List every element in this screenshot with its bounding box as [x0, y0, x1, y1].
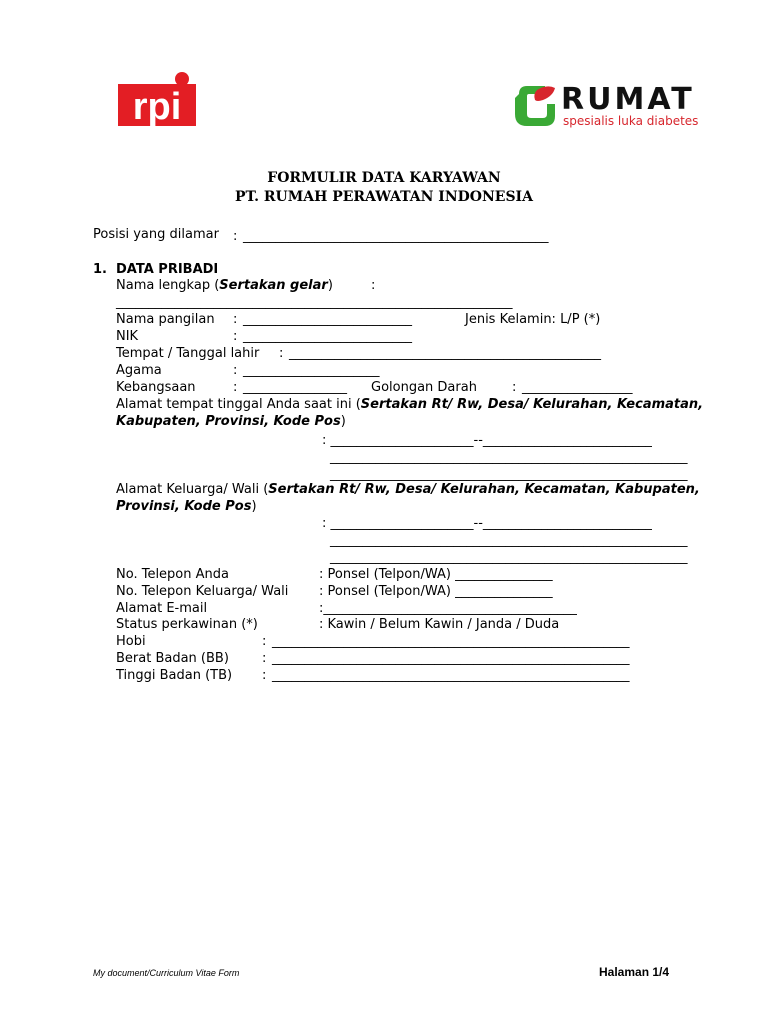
- nik-field[interactable]: __________________________: [243, 329, 412, 344]
- telepon-keluarga-label: No. Telepon Keluarga/ Wali: [116, 584, 289, 599]
- rumat-logo-text: RUMAT: [561, 82, 695, 117]
- berat-label: Berat Badan (BB): [116, 651, 229, 666]
- ttl-field[interactable]: ________________________________________________: [289, 346, 601, 361]
- telepon-keluarga-field[interactable]: : Ponsel (Telpon/WA) _______________: [319, 584, 553, 599]
- alamat-keluarga-field-1[interactable]: : ______________________--__________________________: [322, 516, 652, 531]
- alamat-keluarga-label: Alamat Keluarga/ Wali (Sertakan Rt/ Rw, Desa/ Kelurahan, Kecamatan, Kabupaten,: [116, 482, 700, 497]
- status-field[interactable]: : Kawin / Belum Kawin / Janda / Duda: [319, 617, 560, 632]
- hobi-colon: :: [262, 634, 267, 649]
- nik-label: NIK: [116, 329, 139, 344]
- rumat-tagline: spesialis luka diabetes: [563, 114, 699, 128]
- posisi-label: Posisi yang dilamar: [93, 227, 219, 242]
- footer-document-name: My document/Curriculum Vitae Form: [93, 968, 240, 978]
- ttl-label: Tempat / Tanggal lahir: [116, 346, 260, 361]
- posisi-colon: :: [233, 229, 238, 244]
- form-title: FORMULIR DATA KARYAWAN: [267, 170, 501, 186]
- company-title: PT. RUMAH PERAWATAN INDONESIA: [235, 189, 533, 205]
- agama-label: Agama: [116, 363, 162, 378]
- tinggi-field[interactable]: _______________________________________________________: [272, 668, 630, 683]
- hobi-label: Hobi: [116, 634, 146, 649]
- email-field[interactable]: :_______________________________________: [319, 601, 577, 616]
- nama-pangilan-field[interactable]: __________________________: [243, 312, 412, 327]
- ttl-colon: :: [279, 346, 284, 361]
- golongan-darah-label: Golongan Darah: [371, 380, 477, 395]
- rpi-logo-text: rpi: [132, 86, 182, 126]
- alamat-field-2[interactable]: _______________________________________________________: [330, 450, 688, 465]
- berat-colon: :: [262, 651, 267, 666]
- footer-page-number: Halaman 1/4: [599, 965, 670, 979]
- agama-field[interactable]: _____________________: [243, 363, 380, 378]
- golongan-darah-colon: :: [512, 380, 517, 395]
- kebangsaan-colon: :: [233, 380, 238, 395]
- section-number: 1.: [93, 262, 107, 277]
- hobi-field[interactable]: _______________________________________________________: [272, 634, 630, 649]
- berat-field[interactable]: _______________________________________________________: [272, 651, 630, 666]
- nama-lengkap-field[interactable]: _____________________________________________________________: [116, 295, 513, 310]
- nama-pangilan-colon: :: [233, 312, 238, 327]
- kebangsaan-label: Kebangsaan: [116, 380, 196, 395]
- alamat-label-cont: Kabupaten, Provinsi, Kode Pos): [116, 414, 346, 429]
- nik-colon: :: [233, 329, 238, 344]
- rumat-logo: [513, 80, 718, 128]
- email-label: Alamat E-mail: [116, 601, 208, 616]
- alamat-field-1[interactable]: : ______________________--__________________________: [322, 433, 652, 448]
- jenis-kelamin-field[interactable]: Jenis Kelamin: L/P (*): [465, 312, 601, 327]
- posisi-field[interactable]: _______________________________________________: [243, 229, 549, 244]
- nama-lengkap-label: Nama lengkap (Sertakan gelar): [116, 278, 333, 293]
- nama-pangilan-label: Nama pangilan: [116, 312, 215, 327]
- status-label: Status perkawinan (*): [116, 617, 258, 632]
- tinggi-colon: :: [262, 668, 267, 683]
- tinggi-label: Tinggi Badan (TB): [116, 668, 233, 683]
- alamat-keluarga-field-2[interactable]: _______________________________________________________: [330, 533, 688, 548]
- agama-colon: :: [233, 363, 238, 378]
- alamat-keluarga-label-cont: Provinsi, Kode Pos): [116, 499, 257, 514]
- alamat-keluarga-field-3[interactable]: _______________________________________________________: [330, 550, 688, 565]
- rpi-logo: [118, 72, 196, 126]
- alamat-field-3[interactable]: _______________________________________________________: [330, 467, 688, 482]
- alamat-label: Alamat tempat tinggal Anda saat ini (Sertakan Rt/ Rw, Desa/ Kelurahan, Kecamatan,: [116, 397, 704, 412]
- telepon-field[interactable]: : Ponsel (Telpon/WA) _______________: [319, 567, 553, 582]
- kebangsaan-field[interactable]: ________________: [243, 380, 347, 395]
- golongan-darah-field[interactable]: _________________: [522, 380, 633, 395]
- section-heading: DATA PRIBADI: [116, 262, 219, 277]
- telepon-label: No. Telepon Anda: [116, 567, 229, 582]
- nama-lengkap-colon: :: [371, 278, 376, 293]
